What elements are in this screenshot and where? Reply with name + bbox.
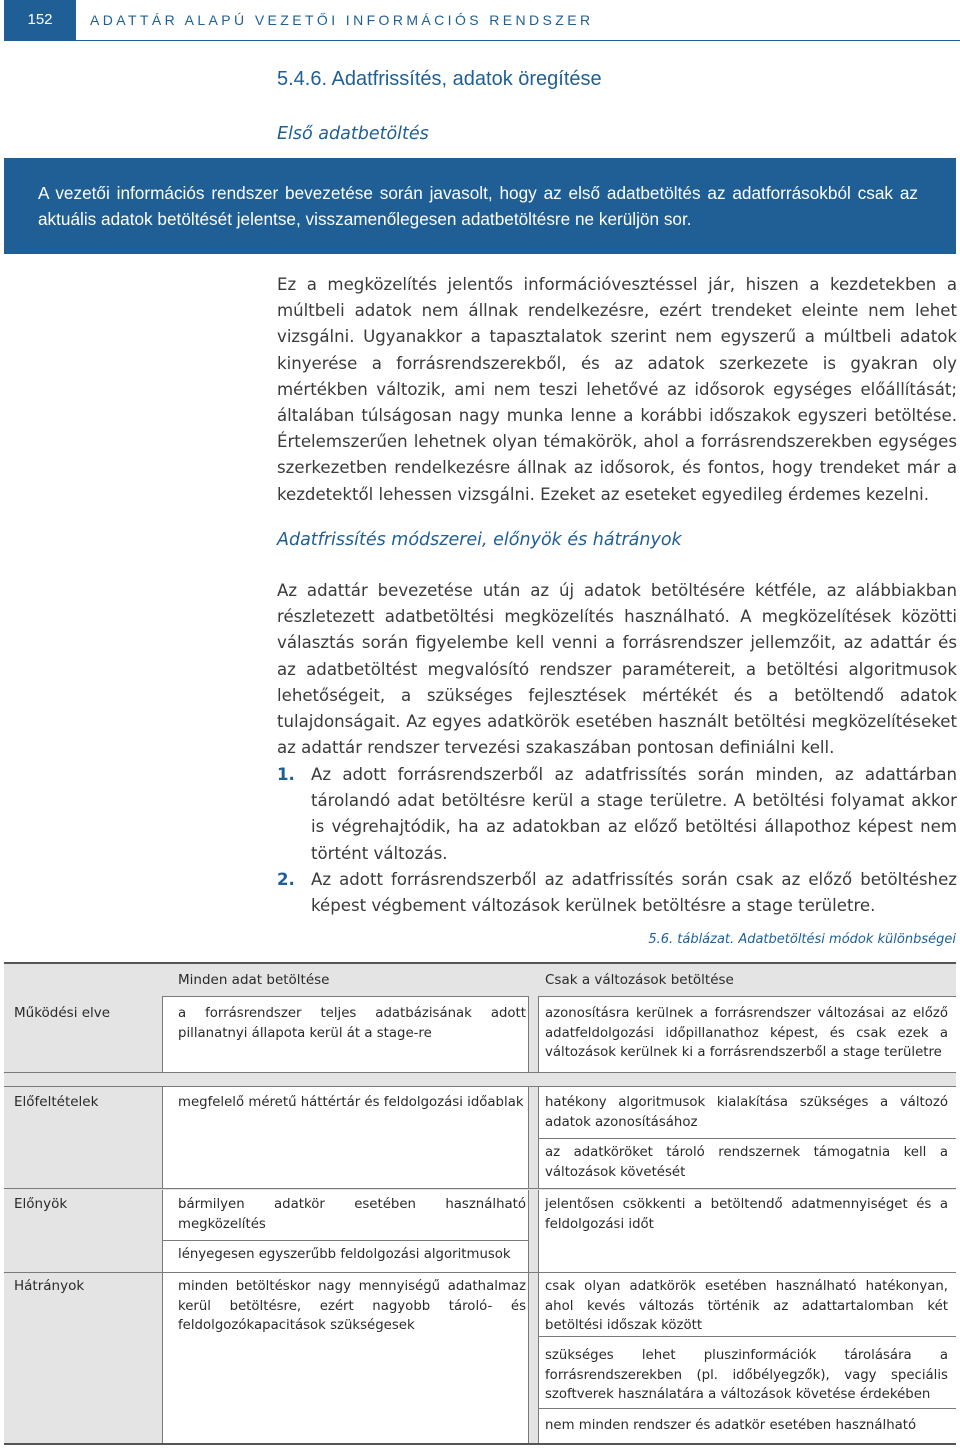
section-title: 5.4.6. Adatfrissítés, adatok öregítése: [277, 68, 602, 90]
col-gap-band: [528, 996, 538, 1445]
header-rule: [4, 40, 960, 41]
table-bottom-rule: [4, 1443, 956, 1445]
list-text: Az adott forrásrendszerből az adatfrissítés során csak az előző betöltéshez képest végbement változások kerülnek betöltésre a stage területre.: [311, 869, 957, 916]
row-label-prerequisites: Előfeltételek: [14, 1094, 99, 1110]
table-cell: bármilyen adatkör esetében használható megközelítés: [178, 1197, 526, 1232]
row-rule: [4, 1188, 956, 1189]
row-rule: [4, 1072, 956, 1073]
row-rule: [4, 1086, 956, 1087]
table-cell: a forrásrendszer teljes adatbázisának adott pillanatnyi állapota kerül át a stage-re: [178, 1006, 526, 1041]
table-cell: az adatköröket tároló rendszernek támogatnia kell a változások követését: [545, 1145, 948, 1180]
subrow-rule: [538, 1408, 956, 1409]
col-header-all-data: Minden adat betöltése: [178, 972, 330, 988]
table-cell: minden betöltéskor nagy mennyiségű adathalmaz kerül betöltésre, ezért nagyobb tároló- és feldolgozókapacitások szükségesek: [178, 1279, 526, 1333]
row-label-advantages: Előnyök: [14, 1196, 68, 1212]
table-cell: megfelelő méretű háttértár és feldolgozási időablak: [178, 1095, 524, 1110]
method-list: [277, 762, 957, 919]
page-number: 152: [4, 0, 76, 40]
list-text: Az adott forrásrendszerből az adatfrissítés során minden, az adattárban tárolandó adat betöltésre kerül a stage területre. A betöltési folyamat akkor is végrehajtódik, ha az adatokban az előző betöltési állapothoz képest nem történt változás.: [311, 765, 957, 863]
callout-box: [4, 158, 956, 254]
subrow-rule: [162, 1240, 528, 1241]
table-caption: [648, 932, 956, 947]
table-cell: azonosításra kerülnek a forrásrendszer változásai az előző adatfeldolgozási időpillanathoz képest, és csak ezek a változások kerülnek ki a forrásrendszerből a stage területre: [545, 1006, 948, 1060]
row-separator: [4, 1072, 956, 1086]
comparison-table: [4, 962, 956, 1445]
table-header-band: [4, 962, 956, 996]
table-cell: hatékony algoritmusok kialakítása szükséges a változó adatok azonosításához: [545, 1095, 948, 1130]
table-caption-title: Adatbetöltési módok különbségei: [738, 932, 956, 947]
row-label-principle: Működési elve: [14, 1005, 111, 1021]
table-cell: nem minden rendszer és adatkör esetében használható: [545, 1418, 917, 1433]
table-cell: jelentősen csökkenti a betöltendő adatmennyiséget és a feldolgozási időt: [545, 1197, 948, 1232]
subheading-first-load: Első adatbetöltés: [277, 124, 429, 144]
table-caption-number: 5.6. táblázat.: [648, 932, 735, 947]
subrow-rule: [538, 1336, 956, 1337]
running-head-title: ADATTÁR ALAPÚ VEZETŐI INFORMÁCIÓS RENDSZER: [90, 12, 594, 28]
paragraph-1: Ez a megközelítés jelentős információvesztéssel jár, hiszen a kezdetekben a múltbeli adatok nem állnak rendelkezésre, ezért trendeket eleinte nem lehet vizsgálni. Ugyanakkor a tapasztalatok szerint nem egyszerű a múltbeli adatok kinyerése a forrásrendszerekből, és az adatok szerkezete is gyakran oly mértékben változik, ami nem teszi lehetővé az idősorok egységes előállítását; általában túlságosan nagy munka lenne a korábbi időszakok egyszeri betöltése. Értelemszerűen lehetnek olyan témakörök, ahol a forrásrendszerekben egységes szerkezetben rendelkezésre állnak az idősorok, és fontos, hogy trendeket már a kezdetektől lehessen vizsgálni. Ezeket az eseteket egyedileg érdemes kezelni.: [277, 275, 957, 504]
list-item: [277, 762, 957, 867]
callout-text: A vezetői információs rendszer bevezetése során javasolt, hogy az első adatbetöltés az adatforrásokból csak az aktuális adatok betöltését jelentse, visszamenőlegesen adatbetöltésre ne kerüljön sor.: [38, 183, 918, 229]
col-divider: [528, 996, 529, 1445]
table-cell: szükséges lehet pluszinformációk tárolására a forrásrendszerekben (pl. időbélyegzők), vagy speciális szoftverek használatára a változások követése érdekében: [545, 1348, 948, 1402]
subrow-rule: [538, 1138, 956, 1139]
list-item: [277, 867, 957, 919]
subheading-refresh-methods: Adatfrissítés módszerei, előnyök és hátrányok: [277, 530, 682, 550]
table-cell: lényegesen egyszerűbb feldolgozási algoritmusok: [178, 1247, 511, 1262]
col-divider: [162, 996, 163, 1445]
running-header: [0, 0, 960, 42]
col-header-changes-only: Csak a változások betöltése: [545, 972, 734, 988]
row-rule: [4, 1272, 956, 1273]
col-divider: [538, 996, 539, 1445]
row-label-disadvantages: Hátrányok: [14, 1278, 85, 1294]
paragraph-2: Az adattár bevezetése után az új adatok betöltésére kétféle, az alábbiakban részletezett adatbetöltési megközelítés használható. A megközelítések közötti választás során figyelembe kell venni a forrásrendszer jellemzőit, az adattár és az adatbetöltést megvalósító rendszer paramétereit, a betöltési algoritmusok lehetőségeit, a szükséges fejlesztések mértékét és a betöltendő adatok tulajdonságait. Az egyes adatkörök esetében használt betöltési megközelítéseket az adattár rendszer tervezési szakaszában pontosan definiálni kell.: [277, 581, 957, 758]
list-number: 1.: [277, 765, 295, 784]
table-cell: csak olyan adatkörök esetében használható hatékonyan, ahol kevés változás történik az adattartalomban két betöltési időszak között: [545, 1279, 948, 1333]
row-label-band: [4, 996, 162, 1445]
list-number: 2.: [277, 869, 295, 889]
table-top-rule: [4, 962, 956, 964]
